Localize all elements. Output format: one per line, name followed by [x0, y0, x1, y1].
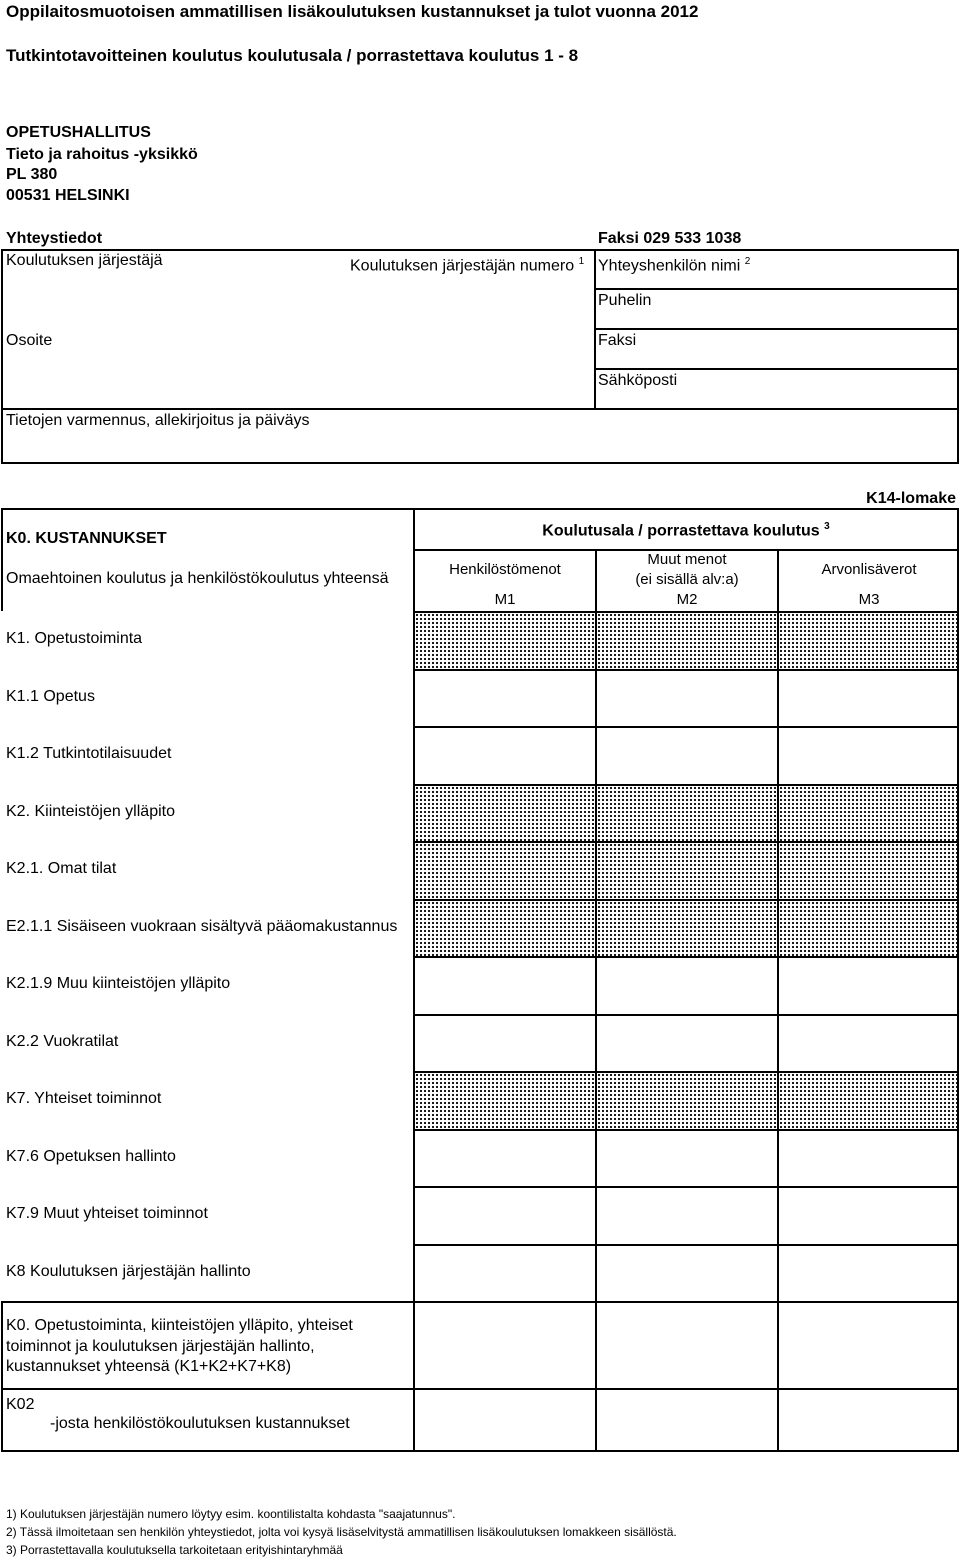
form-id: K14-lomake	[866, 490, 956, 507]
row-label: K7.9 Muut yhteiset toiminnot	[6, 1205, 208, 1222]
section-title: K0. KUSTANNUKSET	[6, 530, 167, 547]
group-heading-label: Koulutusala / porrastettava koulutus	[542, 522, 820, 540]
input-cell-m1[interactable]	[413, 1129, 597, 1188]
row-label: K2.2 Vuokratilat	[6, 1033, 119, 1050]
input-cell-m2[interactable]	[595, 1244, 779, 1303]
column-header-m2-note: (ei sisällä alv:a)	[635, 571, 739, 588]
total-row-label-line2: toiminnot ja koulutuksen järjestäjän hallinto,	[6, 1338, 315, 1355]
shaded-cell	[595, 899, 779, 958]
input-cell-m1[interactable]	[413, 956, 597, 1016]
total-row-label-line1: K0. Opetustoiminta, kiinteistöjen ylläpito, yhteiset	[6, 1317, 353, 1334]
footnote-1: 1) Koulutuksen järjestäjän numero löytyy esim. koontilistalta kohdasta "saajatunnus".	[6, 1507, 456, 1521]
shaded-cell	[595, 841, 779, 901]
shaded-cell	[413, 841, 597, 901]
row-label: K8 Koulutuksen järjestäjän hallinto	[6, 1263, 251, 1280]
input-cell-m1[interactable]	[413, 726, 597, 786]
email-field[interactable]: Sähköposti	[598, 372, 678, 389]
shaded-cell	[595, 1071, 779, 1131]
shaded-cell	[777, 841, 959, 901]
shaded-cell	[413, 899, 597, 958]
footnote-ref: 1	[578, 256, 585, 267]
address-unit: Tieto ja rahoitus -yksikkö	[6, 146, 198, 163]
input-cell-m2[interactable]	[595, 1014, 779, 1073]
shaded-cell	[777, 899, 959, 958]
footnote-2: 2) Tässä ilmoitetaan sen henkilön yhteystiedot, jolta voi kysyä lisäselvitystä ammatillisen lisäkoulutuksen lomakkeen sisällöstä.	[6, 1525, 677, 1539]
column-header-m2: Muut menot	[647, 551, 727, 568]
k02-m2-input[interactable]	[597, 1390, 777, 1450]
section-subtitle: Omaehtoinen koulutus ja henkilöstökoulutus yhteensä	[6, 570, 389, 587]
contact-person-label: Yhteyshenkilön nimi	[598, 257, 741, 275]
contact-heading: Yhteystiedot	[6, 230, 103, 247]
input-cell-m3[interactable]	[777, 956, 959, 1016]
contact-box	[1, 249, 959, 464]
footnote-ref: 3	[824, 521, 830, 532]
page-title: Oppilaitosmuotoisen ammatillisen lisäkoulutuksen kustannukset ja tulot vuonna 2012	[6, 2, 699, 21]
row-label: K1.2 Tutkintotilaisuudet	[6, 745, 172, 762]
address-org: OPETUSHALLITUS	[6, 124, 151, 141]
contact-person-field[interactable]	[598, 256, 750, 275]
k02-label: -josta henkilöstökoulutuksen kustannukset	[50, 1415, 350, 1432]
address-field[interactable]: Osoite	[6, 332, 53, 349]
input-cell-m3[interactable]	[777, 1244, 959, 1303]
input-cell-m2[interactable]	[595, 956, 779, 1016]
column-code-m3: M3	[858, 591, 880, 608]
input-cell-m3[interactable]	[777, 726, 959, 786]
shaded-cell	[413, 784, 597, 843]
fax-heading: Faksi 029 533 1038	[598, 230, 742, 247]
row-label: K7. Yhteiset toiminnot	[6, 1090, 162, 1107]
page-subtitle: Tutkintotavoitteinen koulutus koulutusala / porrastettava koulutus 1 - 8	[6, 46, 579, 65]
row-label: K2.1.9 Muu kiinteistöjen ylläpito	[6, 975, 231, 992]
footnote-3: 3) Porrastettavalla koulutuksella tarkoitetaan erityishintaryhmää	[6, 1543, 343, 1557]
row-label: E2.1.1 Sisäiseen vuokraan sisältyvä pääomakustannus	[6, 918, 398, 935]
fax-field[interactable]: Faksi	[598, 332, 637, 349]
row-label: K2. Kiinteistöjen ylläpito	[6, 803, 175, 820]
address-box: PL 380	[6, 166, 58, 183]
provider-number-label: Koulutuksen järjestäjän numero	[350, 257, 575, 275]
verification-field[interactable]: Tietojen varmennus, allekirjoitus ja päiväys	[6, 412, 310, 429]
input-cell-m1[interactable]	[413, 1014, 597, 1073]
column-header-m1: Henkilöstömenot	[449, 561, 561, 578]
contact-line	[594, 328, 959, 330]
total-row-label-line3: kustannukset yhteensä (K1+K2+K7+K8)	[6, 1358, 292, 1375]
input-cell-m2[interactable]	[595, 1129, 779, 1188]
input-cell-m3[interactable]	[777, 669, 959, 728]
row-label: K1.1 Opetus	[6, 688, 95, 705]
contact-line	[1, 408, 959, 410]
row-label: K7.6 Opetuksen hallinto	[6, 1148, 176, 1165]
input-cell-m1[interactable]	[413, 1244, 597, 1303]
group-heading	[413, 521, 959, 540]
shaded-cell	[777, 1071, 959, 1131]
input-cell-m2[interactable]	[595, 669, 779, 728]
footnote-ref: 2	[744, 256, 751, 267]
column-code-m2: M2	[676, 591, 698, 608]
shaded-cell	[413, 1071, 597, 1131]
k02-code: K02	[6, 1396, 35, 1413]
provider-number-field[interactable]	[350, 256, 584, 275]
shaded-cell	[777, 784, 959, 843]
total-m1-input[interactable]	[415, 1303, 595, 1388]
input-cell-m1[interactable]	[413, 669, 597, 728]
shaded-cell	[595, 784, 779, 843]
shaded-cell	[413, 611, 597, 671]
k02-m1-input[interactable]	[415, 1390, 595, 1450]
input-cell-m3[interactable]	[777, 1014, 959, 1073]
row-label: K2.1. Omat tilat	[6, 860, 117, 877]
input-cell-m2[interactable]	[595, 1186, 779, 1246]
input-cell-m2[interactable]	[595, 726, 779, 786]
address-city: 00531 HELSINKI	[6, 187, 130, 204]
shaded-cell	[777, 611, 959, 671]
total-m2-input[interactable]	[597, 1303, 777, 1388]
contact-line	[594, 368, 959, 370]
provider-field[interactable]: Koulutuksen järjestäjä	[6, 252, 163, 269]
shaded-cell	[595, 611, 779, 671]
input-cell-m3[interactable]	[777, 1186, 959, 1246]
total-m3-input[interactable]	[779, 1303, 957, 1388]
input-cell-m3[interactable]	[777, 1129, 959, 1188]
column-header-m3: Arvonlisäverot	[821, 561, 917, 578]
contact-line	[594, 288, 959, 290]
row-label: K1. Opetustoiminta	[6, 630, 143, 647]
phone-field[interactable]: Puhelin	[598, 292, 652, 309]
k02-m3-input[interactable]	[779, 1390, 957, 1450]
column-code-m1: M1	[494, 591, 516, 608]
input-cell-m1[interactable]	[413, 1186, 597, 1246]
